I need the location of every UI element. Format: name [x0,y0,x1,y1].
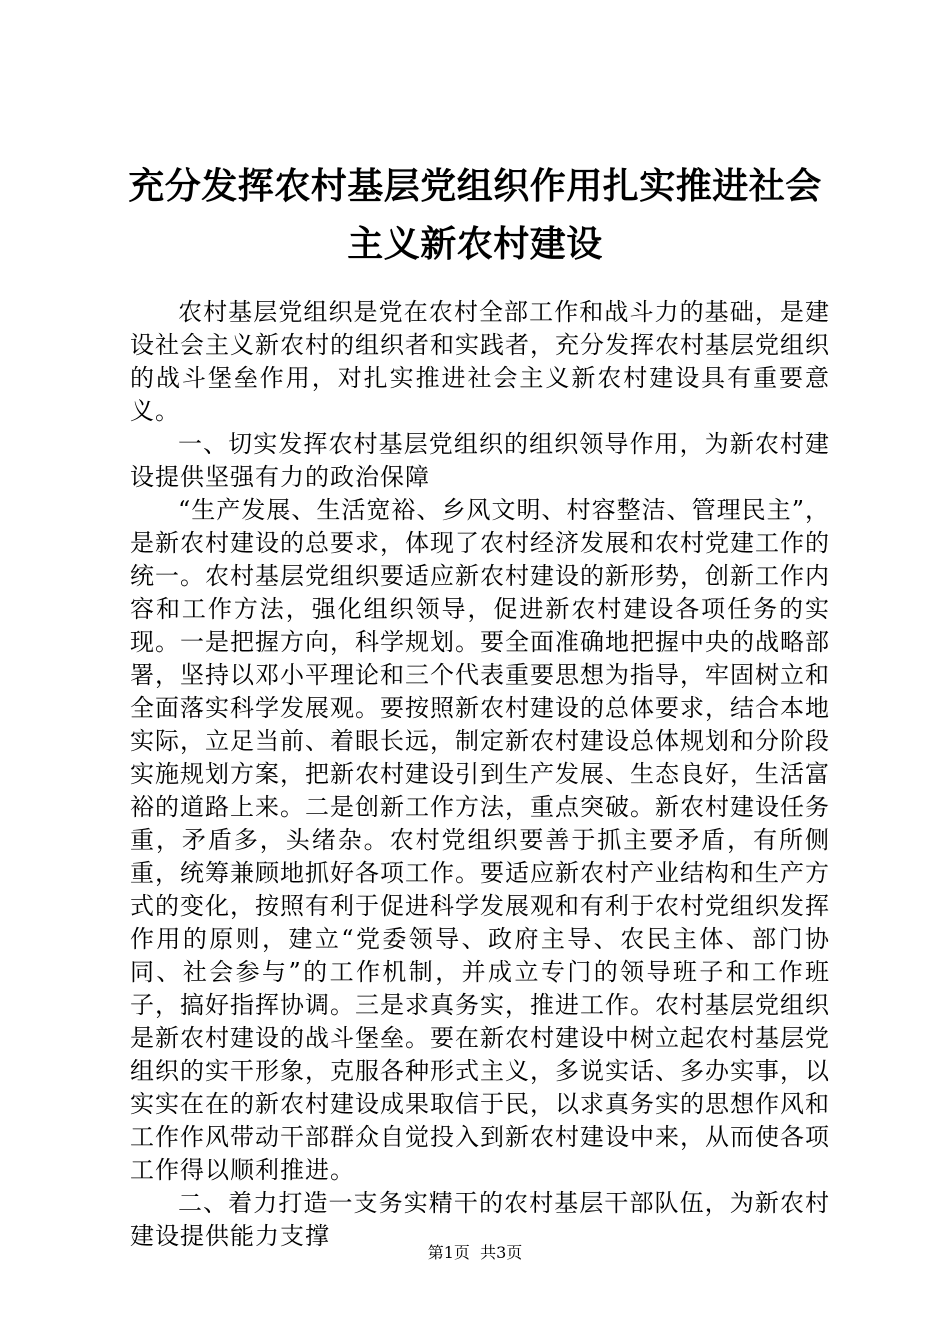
page-number: 第1页 [427,1243,470,1262]
paragraph-intro: 农村基层党组织是党在农村全部工作和战斗力的基础，是建设社会主义新农村的组织者和实践者，充分发挥农村基层党组织的战斗堡垒作用，对扎实推进社会主义新农村建设具有重要意义。 [130,298,830,425]
section-heading-2: 二、着力打造一支务实精干的农村基层干部队伍，为新农村建设提供能力支撑 [130,1189,830,1250]
paragraph-section-1: “生产发展、生活宽裕、乡风文明、村容整洁、管理民主”，是新农村建设的总要求，体现了农村经济发展和农村党建工作的统一。农村基层党组织要适应新农村建设的新形势，创新工作内容和工作方法，强化组织领导，促进新农村建设各项任务的实现。一是把握方向，科学规划。要全面准确地把握中央的战略部署，坚持以邓小平理论和三个代表重要思想为指导，牢固树立和全面落实科学发展观。要按照新农村建设的总体要求，结合本地实际，立足当前、着眼长远，制定新农村建设总体规划和分阶段实施规划方案，把新农村建设引到生产发展、生态良好，生活富裕的道路上来。二是创新工作方法，重点突破。新农村建设任务重，矛盾多，头绪杂。农村党组织要善于抓主要矛盾，有所侧重，统筹兼顾地抓好各项工作。要适应新农村产业结构和生产方式的变化，按照有利于促进科学发展观和有利于农村党组织发挥作用的原则，建立“党委领导、政府主导、农民主体、部门协同、社会参与”的工作机制，并成立专门的领导班子和工作班子，搞好指挥协调。三是求真务实，推进工作。农村基层党组织是新农村建设的战斗堡垒。要在新农村建设中树立起农村基层党组织的实干形象，克服各种形式主义，多说实话、多办实事，以实实在在的新农村建设成果取信于民，以求真务实的思想作风和工作作风带动干部群众自觉投入到新农村建设中来，从而使各项工作得以顺利推进。 [130,496,830,1184]
page-total: 共3页 [480,1243,523,1262]
document-title: 充分发挥农村基层党组织作用扎实推进社会主义新农村建设 [128,166,822,265]
page-footer [0,1243,950,1263]
section-heading-1: 一、切实发挥农村基层党组织的组织领导作用，为新农村建设提供坚强有力的政治保障 [130,430,830,491]
document-body [130,296,830,1253]
